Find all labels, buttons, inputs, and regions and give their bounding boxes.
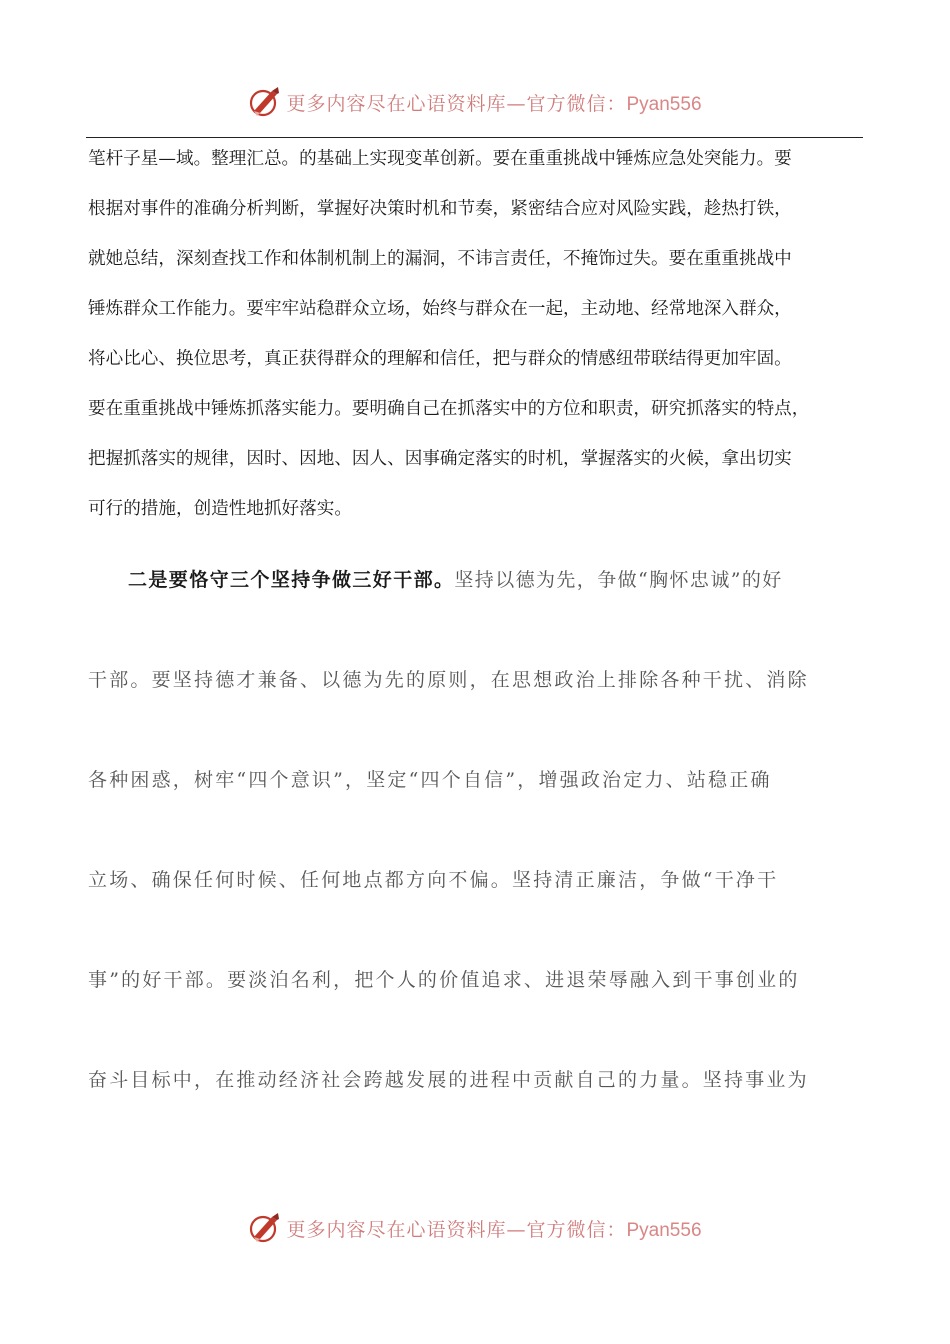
paragraph-1-line: 就她总结，深刻查找工作和体制机制上的漏洞，不讳言责任，不掩饰过失。要在重重挑战中 <box>88 249 792 269</box>
paragraph-1 <box>88 142 873 542</box>
paragraph-2-line: 各种困惑，树牢“四个意识”，坚定“四个自信”，增强政治定力、站稳正确 <box>88 769 772 791</box>
pen-logo-icon <box>248 1211 282 1245</box>
paragraph-2-line: 事”的好干部。要淡泊名利，把个人的价值追求、进退荣辱融入到干事创业的 <box>88 969 800 991</box>
paragraph-2-first-line-rest: 坚持以德为先，争做“胸怀忠诚”的好 <box>454 569 783 591</box>
paragraph-1-line: 将心比心、换位思考，真正获得群众的理解和信任，把与群众的情感纽带联结得更加牢固。 <box>88 349 792 369</box>
paragraph-2-line: 立场、确保任何时候、任何地点都方向不偏。坚持清正廉洁，争做“干净干 <box>88 869 779 891</box>
paragraph-2-line: 奋斗目标中，在推动经济社会跨越发展的进程中贡献自己的力量。坚持事业为 <box>88 1069 809 1091</box>
paragraph-2-first-line <box>88 560 863 660</box>
header-divider <box>86 137 863 138</box>
footer-wechat-handle: Pyan556 <box>626 1219 702 1241</box>
paragraph-2 <box>88 560 863 1160</box>
header-text <box>286 89 701 116</box>
paragraph-1-line: 根据对事件的准确分析判断，掌握好决策时机和节奏，紧密结合应对风险实践，趁热打铁， <box>88 199 792 219</box>
pen-logo-icon <box>248 85 282 119</box>
footer-slogan: 更多内容尽在心语资料库—官方微信： <box>286 1218 627 1241</box>
header-wechat-handle: Pyan556 <box>626 93 702 115</box>
paragraph-2-line: 干部。要坚持德才兼备、以德为先的原则，在思想政治上排除各种干扰、消除 <box>88 669 809 691</box>
paragraph-1-line: 锤炼群众工作能力。要牢牢站稳群众立场，始终与群众在一起，主动地、经常地深入群众， <box>88 299 792 319</box>
page-header-banner <box>0 82 950 122</box>
paragraph-1-line: 可行的措施，创造性地抓好落实。 <box>88 499 352 519</box>
paragraph-1-line: 把握抓落实的规律，因时、因地、因人、因事确定落实的时机，掌握落实的火候，拿出切实 <box>88 449 792 469</box>
paragraph-2-bold-lead: 二是要恪守三个坚持争做三好干部。 <box>128 569 455 591</box>
paragraph-1-line: 要在重重挑战中锤炼抓落实能力。要明确自己在抓落实中的方位和职责，研究抓落实的特点， <box>88 399 810 419</box>
footer-text <box>286 1215 701 1242</box>
paragraph-1-line: 笔杆子星—域。整理汇总。的基础上实现变革创新。要在重重挑战中锤炼应急处突能力。要 <box>88 149 792 169</box>
page-footer-banner <box>0 1208 950 1248</box>
header-slogan: 更多内容尽在心语资料库—官方微信： <box>286 92 627 115</box>
